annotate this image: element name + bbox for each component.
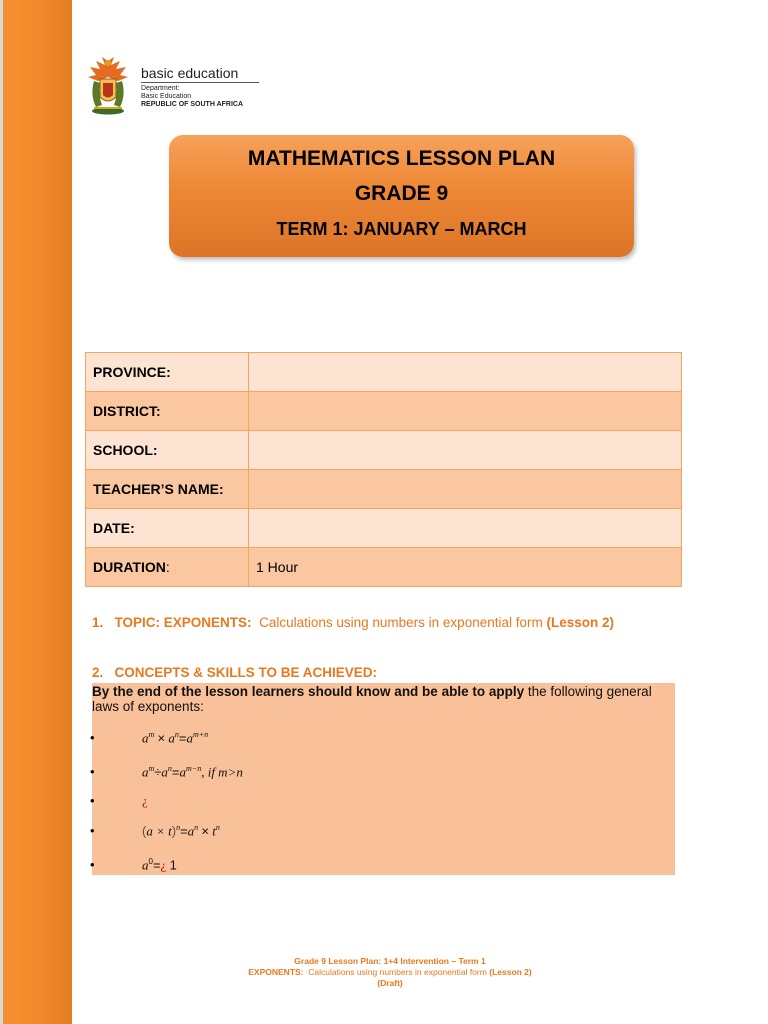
province-field[interactable] [249,353,682,392]
concepts-box [92,683,675,875]
table-row [86,353,682,392]
section-2-number: 2. [92,665,104,680]
grade-title: GRADE 9 [354,182,449,205]
footer-line-3: (Draft) [377,978,403,988]
document-title: MATHEMATICS LESSON PLAN [247,147,556,170]
department-line-2: Basic Education [141,93,192,100]
section-1-text: Calculations using numbers in exponential form [259,615,543,630]
department-logo [82,55,262,117]
law-quotient-formula: $a^m\div a^n=a^{m-n}$, if m>n [142,764,243,780]
district-field[interactable] [249,392,682,431]
section-2-heading: CONCEPTS & SKILLS TO BE ACHIEVED: [114,665,378,680]
footer-line-1: Grade 9 Lesson Plan: 1+4 Intervention – Term 1 [294,956,486,966]
department-line-3: REPUBLIC OF SOUTH AFRICA [141,101,244,108]
section-1-number: 1. [92,615,104,630]
brand-name: basic education [141,65,239,81]
table-row [86,431,682,470]
section-1-heading: TOPIC: EXPONENTS: [114,615,252,630]
lesson-info-table [85,352,682,587]
date-label: DATE: [86,509,249,548]
coat-of-arms-icon [82,55,134,117]
bullet: • [90,823,95,838]
table-row [86,392,682,431]
footer-line-2: EXPONENTS: Calculations using numbers in exponential form (Lesson 2) [248,967,532,977]
bullet: • [90,857,95,872]
table-row [86,548,682,587]
section-topic [92,615,614,630]
law-power-of-power [92,793,652,811]
concepts-intro-bold: By the end of the lesson learners should know and be able to apply [92,684,525,699]
duration-label-text: DURATION [93,559,166,575]
side-bar-edge [0,0,3,1024]
concepts-intro [92,684,652,714]
page-footer [180,956,600,989]
school-field[interactable] [249,431,682,470]
section-concepts-heading [92,665,377,680]
date-field[interactable] [249,509,682,548]
side-decorative-bar [0,0,72,1024]
law-product-formula: $a^m \times a^n=a^{m+n}$ [142,730,209,746]
title-banner [169,135,634,257]
duration-label [86,548,249,587]
department-line-1: Department: [141,85,180,92]
table-row [86,470,682,509]
section-1-tag: (Lesson 2) [546,615,615,630]
teacher-name-label: TEACHER’S NAME: [86,470,249,509]
table-row [86,509,682,548]
bullet: • [90,793,95,808]
brand-rule [141,82,259,83]
law-product [92,730,652,748]
district-label: DISTRICT: [86,392,249,431]
law-zero-exponent [92,857,652,875]
department-name [141,85,243,109]
school-label: SCHOOL: [86,431,249,470]
duration-label-colon: : [165,559,170,575]
province-label: PROVINCE: [86,353,249,392]
bullet: • [90,730,95,745]
teacher-name-field[interactable] [249,470,682,509]
law-product-power [92,823,652,841]
law-power-of-power-formula: ¿ [142,793,148,808]
term-title: TERM 1: JANUARY – MARCH [276,219,527,239]
law-product-power-formula: $(a \times t)^n=a^n \times t^n$ [142,823,220,839]
law-quotient [92,764,652,782]
concepts-intro-rest: the following general laws of exponents: [92,684,652,714]
duration-field[interactable]: 1 Hour [249,548,682,587]
law-zero-exponent-formula: $a^0=¿$ 1 [142,857,177,873]
bullet: • [90,764,95,779]
